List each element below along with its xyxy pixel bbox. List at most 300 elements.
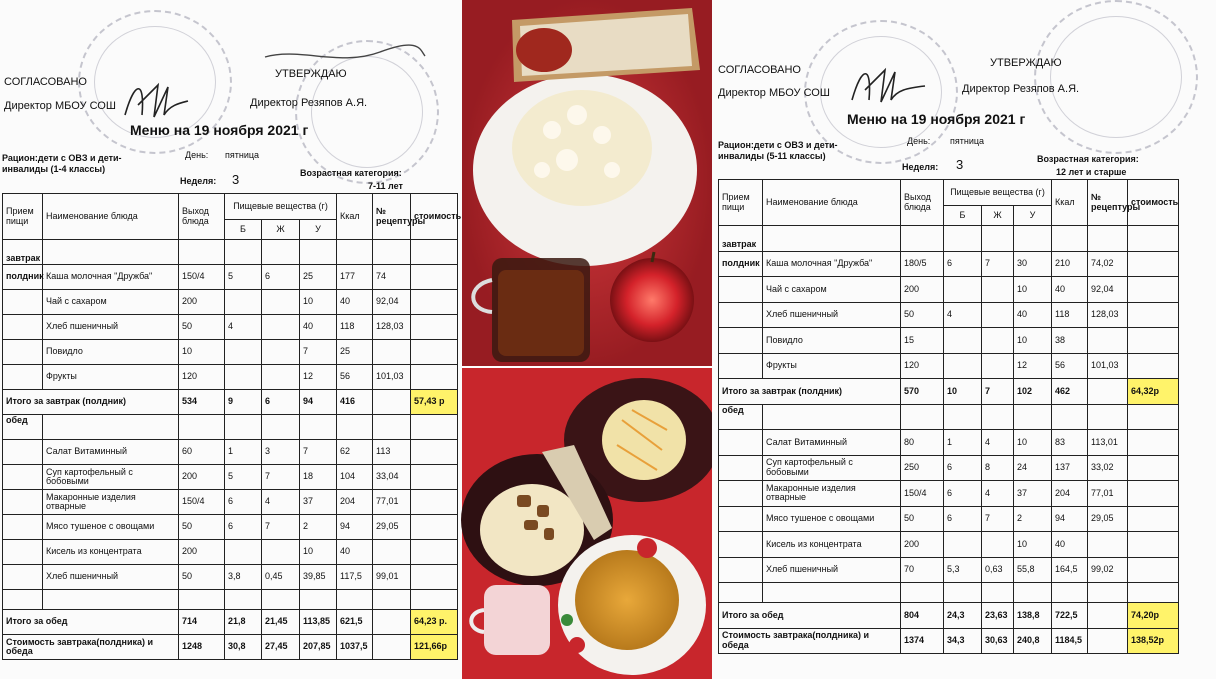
total-recipe — [373, 635, 411, 660]
header-kcal: Ккал — [337, 194, 373, 240]
section-snack: полдник — [3, 265, 43, 290]
cell-recipe: 101,03 — [1088, 353, 1128, 379]
section-row — [719, 226, 1179, 252]
empty-cell — [763, 583, 901, 603]
cell-zh: 6 — [262, 265, 300, 290]
table-row — [3, 440, 458, 465]
cell-dish: Фрукты — [43, 365, 179, 390]
header-cost: стоимость — [1128, 180, 1179, 226]
cell-b: 1 — [944, 430, 982, 456]
section-lunch: обед — [3, 415, 43, 440]
meal-cell — [719, 557, 763, 583]
cell-b — [225, 540, 262, 565]
total-b: 34,3 — [944, 628, 982, 654]
cell-b: 5,3 — [944, 557, 982, 583]
total-recipe — [1088, 603, 1128, 629]
cell-dish: Повидло — [763, 328, 901, 354]
empty-cell — [1014, 226, 1052, 252]
cell-zh — [262, 540, 300, 565]
table-row — [719, 557, 1179, 583]
header-nutrients: Пищевые вещества (г) — [944, 180, 1052, 206]
cell-kcal: 117,5 — [337, 565, 373, 590]
cell-kcal: 118 — [1052, 302, 1088, 328]
cell-zh — [982, 532, 1014, 558]
cell-zh: 4 — [982, 430, 1014, 456]
header-dish: Наименование блюда — [763, 180, 901, 226]
age-label: Возрастная категория: — [300, 168, 402, 178]
cell-recipe: 128,03 — [1088, 302, 1128, 328]
cell-recipe: 92,04 — [1088, 277, 1128, 303]
cell-u: 10 — [1014, 328, 1052, 354]
empty-cell — [1014, 404, 1052, 430]
meal-cell — [3, 340, 43, 365]
cabbage-salad-icon — [602, 400, 686, 480]
cell-u: 12 — [1014, 353, 1052, 379]
director-name: Директор Резяпов А.Я. — [962, 83, 1080, 95]
cell-recipe — [373, 340, 411, 365]
empty-cell — [337, 415, 373, 440]
cell-b — [225, 365, 262, 390]
cell-cost — [1128, 353, 1179, 379]
cell-yield: 120 — [179, 365, 225, 390]
empty-cell — [719, 583, 763, 603]
empty-cell — [43, 590, 179, 610]
cell-yield: 50 — [901, 506, 944, 532]
cell-cost — [1128, 430, 1179, 456]
cell-u: 37 — [300, 490, 337, 515]
header-u: У — [300, 220, 337, 240]
total-u: 94 — [300, 390, 337, 415]
total-u: 102 — [1014, 379, 1052, 405]
meal-cell — [719, 481, 763, 507]
cell-u: 24 — [1014, 455, 1052, 481]
table-row — [3, 540, 458, 565]
lunch-total-cost: 74,20р — [1128, 603, 1179, 629]
empty-cell — [411, 415, 458, 440]
table-row — [3, 365, 458, 390]
cell-u: 10 — [1014, 532, 1052, 558]
empty-cell — [373, 415, 411, 440]
total-kcal: 1037,5 — [337, 635, 373, 660]
grand-total-cost: 121,66р — [411, 635, 458, 660]
cell-zh: 7 — [982, 251, 1014, 277]
empty-cell — [944, 226, 982, 252]
total-b: 30,8 — [225, 635, 262, 660]
cell-zh — [262, 315, 300, 340]
cell-cost — [411, 490, 458, 515]
ration-label: Рацион:дети с ОВЗ и дети-инвалиды (1-4 классы) — [2, 153, 122, 174]
cell-recipe: 113,01 — [1088, 430, 1128, 456]
cell-cost — [411, 540, 458, 565]
table-row — [3, 465, 458, 490]
meal-cell — [3, 315, 43, 340]
total-u: 207,85 — [300, 635, 337, 660]
empty-cell — [373, 240, 411, 265]
cell-zh: 8 — [982, 455, 1014, 481]
empty-cell — [262, 240, 300, 265]
header-yield: Выход блюда — [179, 194, 225, 240]
empty-cell — [179, 240, 225, 265]
cell-b: 5 — [225, 465, 262, 490]
age-value: 12 лет и старше — [1056, 167, 1127, 177]
cell-kcal: 40 — [1052, 277, 1088, 303]
cell-cost — [1128, 455, 1179, 481]
empty-cell — [300, 415, 337, 440]
total-zh: 27,45 — [262, 635, 300, 660]
cell-recipe: 33,04 — [373, 465, 411, 490]
lunch-total-cost: 64,23 р. — [411, 610, 458, 635]
empty-cell — [337, 590, 373, 610]
cell-recipe — [1088, 328, 1128, 354]
empty-cell — [262, 590, 300, 610]
cell-cost — [411, 515, 458, 540]
cell-cost — [1128, 532, 1179, 558]
table-row — [719, 328, 1179, 354]
week-value: 3 — [232, 172, 240, 187]
week-label: Неделя: — [180, 176, 217, 186]
cell-zh — [982, 277, 1014, 303]
cell-zh: 7 — [982, 506, 1014, 532]
cell-cost — [411, 565, 458, 590]
cell-b: 6 — [944, 251, 982, 277]
total-row — [719, 379, 1179, 405]
breakfast-total-cost: 64,32р — [1128, 379, 1179, 405]
cell-cost — [1128, 328, 1179, 354]
ration-label: Рацион:дети с ОВЗ и дети-инвалиды (5-11 классы) — [718, 140, 838, 161]
empty-cell — [3, 590, 43, 610]
age-label: Возрастная категория: — [1037, 154, 1139, 164]
section-lunch: обед — [719, 404, 763, 430]
cell-u: 10 — [300, 290, 337, 315]
empty-cell — [411, 590, 458, 610]
empty-cell — [763, 404, 901, 430]
cell-yield: 10 — [179, 340, 225, 365]
cell-yield: 200 — [179, 465, 225, 490]
cell-kcal: 25 — [337, 340, 373, 365]
cell-b: 4 — [225, 315, 262, 340]
cell-yield: 50 — [179, 515, 225, 540]
meal-cell — [719, 532, 763, 558]
table-row — [3, 515, 458, 540]
empty-cell — [225, 240, 262, 265]
cell-kcal: 104 — [337, 465, 373, 490]
cell-u: 18 — [300, 465, 337, 490]
grand-total-cost: 138,52р — [1128, 628, 1179, 654]
cell-yield: 50 — [179, 315, 225, 340]
cell-dish: Суп картофельный с бобовыми — [763, 455, 901, 481]
approve-label: УТВЕРЖДАЮ — [275, 68, 347, 80]
empty-cell — [982, 226, 1014, 252]
lunch-total-label: Итого за обед — [719, 603, 901, 629]
cell-b — [944, 328, 982, 354]
menu-table — [2, 193, 462, 660]
cell-yield: 150/4 — [179, 490, 225, 515]
cell-u: 40 — [300, 315, 337, 340]
cell-u: 7 — [300, 440, 337, 465]
total-kcal: 416 — [337, 390, 373, 415]
cell-kcal: 164,5 — [1052, 557, 1088, 583]
header-b: Б — [944, 206, 982, 226]
cell-b: 6 — [944, 481, 982, 507]
cell-kcal: 204 — [1052, 481, 1088, 507]
cell-u: 10 — [1014, 277, 1052, 303]
menu-document-junior — [0, 0, 462, 679]
meal-cell — [719, 302, 763, 328]
cell-dish: Салат Витаминный — [763, 430, 901, 456]
breakfast-total-label: Итого за завтрак (полдник) — [719, 379, 901, 405]
cell-b: 5 — [225, 265, 262, 290]
empty-cell — [1052, 226, 1088, 252]
header-zh: Ж — [982, 206, 1014, 226]
kissel-glass-icon — [484, 585, 550, 655]
header-yield: Выход блюда — [901, 180, 944, 226]
cell-zh — [262, 340, 300, 365]
day-value: пятница — [225, 150, 260, 160]
header-dish: Наименование блюда — [43, 194, 179, 240]
cell-zh: 4 — [262, 490, 300, 515]
empty-cell — [262, 415, 300, 440]
cell-yield: 80 — [901, 430, 944, 456]
cell-cost — [1128, 557, 1179, 583]
empty-cell — [337, 240, 373, 265]
cell-u: 25 — [300, 265, 337, 290]
table-row — [719, 430, 1179, 456]
cell-b — [225, 290, 262, 315]
lunch-total-label: Итого за обед — [3, 610, 179, 635]
cell-dish: Суп картофельный с бобовыми — [43, 465, 179, 490]
cell-kcal: 118 — [337, 315, 373, 340]
cell-u: 2 — [300, 515, 337, 540]
section-row — [3, 240, 458, 265]
cell-dish: Макаронные изделия отварные — [763, 481, 901, 507]
meal-cell — [719, 430, 763, 456]
empty-cell — [1014, 583, 1052, 603]
cell-zh: 7 — [262, 515, 300, 540]
cell-cost — [411, 290, 458, 315]
table-row — [719, 481, 1179, 507]
table-row — [3, 565, 458, 590]
section-row — [3, 415, 458, 440]
cell-yield: 60 — [179, 440, 225, 465]
header-cost: стоимость — [411, 194, 458, 240]
cell-recipe: 99,02 — [1088, 557, 1128, 583]
empty-cell — [1088, 404, 1128, 430]
table-row — [3, 490, 458, 515]
cell-cost — [411, 265, 458, 290]
meal-photo-svg — [462, 0, 712, 679]
cell-yield: 200 — [179, 540, 225, 565]
meal-cell — [3, 440, 43, 465]
total-row — [3, 635, 458, 660]
total-b: 24,3 — [944, 603, 982, 629]
cell-recipe: 101,03 — [373, 365, 411, 390]
table-row — [3, 590, 458, 610]
cell-u: 30 — [1014, 251, 1052, 277]
cell-recipe: 99,01 — [373, 565, 411, 590]
empty-cell — [225, 415, 262, 440]
director-name: Директор Резяпов А.Я. — [250, 97, 368, 109]
agreed-label: СОГЛАСОВАНО — [4, 76, 87, 88]
cell-dish: Мясо тушеное с овощами — [43, 515, 179, 540]
total-u: 240,8 — [1014, 628, 1052, 654]
cell-cost — [1128, 506, 1179, 532]
cell-kcal: 38 — [1052, 328, 1088, 354]
empty-cell — [1128, 404, 1179, 430]
header-meal: Прием пищи — [3, 194, 43, 240]
breakfast-total-label: Итого за завтрак (полдник) — [3, 390, 179, 415]
empty-cell — [1128, 583, 1179, 603]
empty-cell — [901, 226, 944, 252]
cell-b: 6 — [225, 490, 262, 515]
empty-cell — [944, 404, 982, 430]
cell-b: 6 — [944, 506, 982, 532]
cell-kcal: 83 — [1052, 430, 1088, 456]
cell-u: 10 — [1014, 430, 1052, 456]
empty-cell — [300, 590, 337, 610]
total-kcal: 462 — [1052, 379, 1088, 405]
total-kcal: 1184,5 — [1052, 628, 1088, 654]
breakfast-total-cost: 57,43 р — [411, 390, 458, 415]
table-row — [719, 302, 1179, 328]
cell-b — [944, 277, 982, 303]
total-recipe — [373, 390, 411, 415]
cell-dish: Мясо тушеное с овощами — [763, 506, 901, 532]
total-yield: 1374 — [901, 628, 944, 654]
total-zh: 30,63 — [982, 628, 1014, 654]
cell-yield: 250 — [901, 455, 944, 481]
total-yield: 714 — [179, 610, 225, 635]
meal-cell — [719, 455, 763, 481]
cell-yield: 180/5 — [901, 251, 944, 277]
total-u: 138,8 — [1014, 603, 1052, 629]
cell-b: 3,8 — [225, 565, 262, 590]
section-breakfast: завтрак — [3, 240, 43, 265]
cell-dish: Каша молочная "Дружба" — [43, 265, 179, 290]
section-breakfast: завтрак — [719, 226, 763, 252]
cell-cost — [411, 465, 458, 490]
cell-dish: Салат Витаминный — [43, 440, 179, 465]
meal-cell — [3, 565, 43, 590]
table-row — [719, 583, 1179, 603]
cell-recipe: 77,01 — [1088, 481, 1128, 507]
cell-b: 4 — [944, 302, 982, 328]
cell-dish: Кисель из концентрата — [763, 532, 901, 558]
cell-kcal: 210 — [1052, 251, 1088, 277]
total-b: 9 — [225, 390, 262, 415]
cell-cost — [1128, 277, 1179, 303]
empty-cell — [179, 590, 225, 610]
cell-b — [944, 532, 982, 558]
total-kcal: 722,5 — [1052, 603, 1088, 629]
empty-cell — [982, 583, 1014, 603]
cell-recipe: 92,04 — [373, 290, 411, 315]
empty-cell — [901, 404, 944, 430]
menu-title: Меню на 19 ноября 2021 г — [847, 111, 1026, 127]
cell-kcal: 56 — [337, 365, 373, 390]
table-row — [3, 290, 458, 315]
week-label: Неделя: — [902, 162, 939, 172]
agreed-label: СОГЛАСОВАНО — [718, 64, 801, 76]
table-row — [719, 506, 1179, 532]
signature — [120, 75, 190, 125]
cell-zh — [982, 353, 1014, 379]
total-b: 21,8 — [225, 610, 262, 635]
cell-zh — [262, 365, 300, 390]
total-zh: 7 — [982, 379, 1014, 405]
cell-zh: 0,63 — [982, 557, 1014, 583]
cell-dish: Каша молочная "Дружба" — [763, 251, 901, 277]
cell-yield: 120 — [901, 353, 944, 379]
cell-recipe: 74 — [373, 265, 411, 290]
table-header-row — [3, 194, 458, 220]
cell-yield: 200 — [901, 277, 944, 303]
header-meal: Прием пищи — [719, 180, 763, 226]
day-label: День: — [185, 150, 209, 160]
cell-recipe — [1088, 532, 1128, 558]
cell-dish: Чай с сахаром — [43, 290, 179, 315]
cell-yield: 50 — [179, 565, 225, 590]
cell-kcal: 204 — [337, 490, 373, 515]
cell-zh — [982, 302, 1014, 328]
cell-b: 6 — [944, 455, 982, 481]
total-yield: 1248 — [179, 635, 225, 660]
menu-title: Меню на 19 ноября 2021 г — [130, 122, 309, 138]
header-kcal: Ккал — [1052, 180, 1088, 226]
total-b: 10 — [944, 379, 982, 405]
empty-cell — [1088, 583, 1128, 603]
cell-zh — [982, 328, 1014, 354]
cell-dish: Макаронные изделия отварные — [43, 490, 179, 515]
week-value: 3 — [956, 157, 964, 172]
section-snack: полдник — [719, 251, 763, 277]
menu-table — [718, 179, 1179, 654]
header-u: У — [1014, 206, 1052, 226]
cell-dish: Повидло — [43, 340, 179, 365]
director-school: Директор МБОУ СОШ — [4, 100, 116, 112]
total-row — [3, 610, 458, 635]
cell-kcal: 56 — [1052, 353, 1088, 379]
round-stamp — [1034, 0, 1198, 154]
cell-u: 10 — [300, 540, 337, 565]
director-school: Директор МБОУ СОШ — [718, 87, 830, 99]
meal-cell — [719, 353, 763, 379]
table-row — [719, 532, 1179, 558]
meal-photos — [462, 0, 712, 679]
meal-cell — [3, 515, 43, 540]
empty-cell — [300, 240, 337, 265]
cell-cost — [411, 365, 458, 390]
meal-cell — [719, 328, 763, 354]
day-value: пятница — [950, 136, 985, 146]
table-row — [3, 265, 458, 290]
cell-recipe: 113 — [373, 440, 411, 465]
header-nutrients: Пищевые вещества (г) — [225, 194, 337, 220]
meal-cell — [3, 490, 43, 515]
menu-document-senior — [712, 0, 1216, 679]
cell-yield: 70 — [901, 557, 944, 583]
cell-recipe: 33,02 — [1088, 455, 1128, 481]
table-row — [3, 340, 458, 365]
cell-b: 6 — [225, 515, 262, 540]
empty-cell — [901, 583, 944, 603]
table-header-row — [719, 180, 1179, 206]
meal-cell — [3, 540, 43, 565]
total-row — [719, 603, 1179, 629]
total-row — [719, 628, 1179, 654]
cell-cost — [411, 315, 458, 340]
empty-cell — [982, 404, 1014, 430]
cell-u: 55,8 — [1014, 557, 1052, 583]
